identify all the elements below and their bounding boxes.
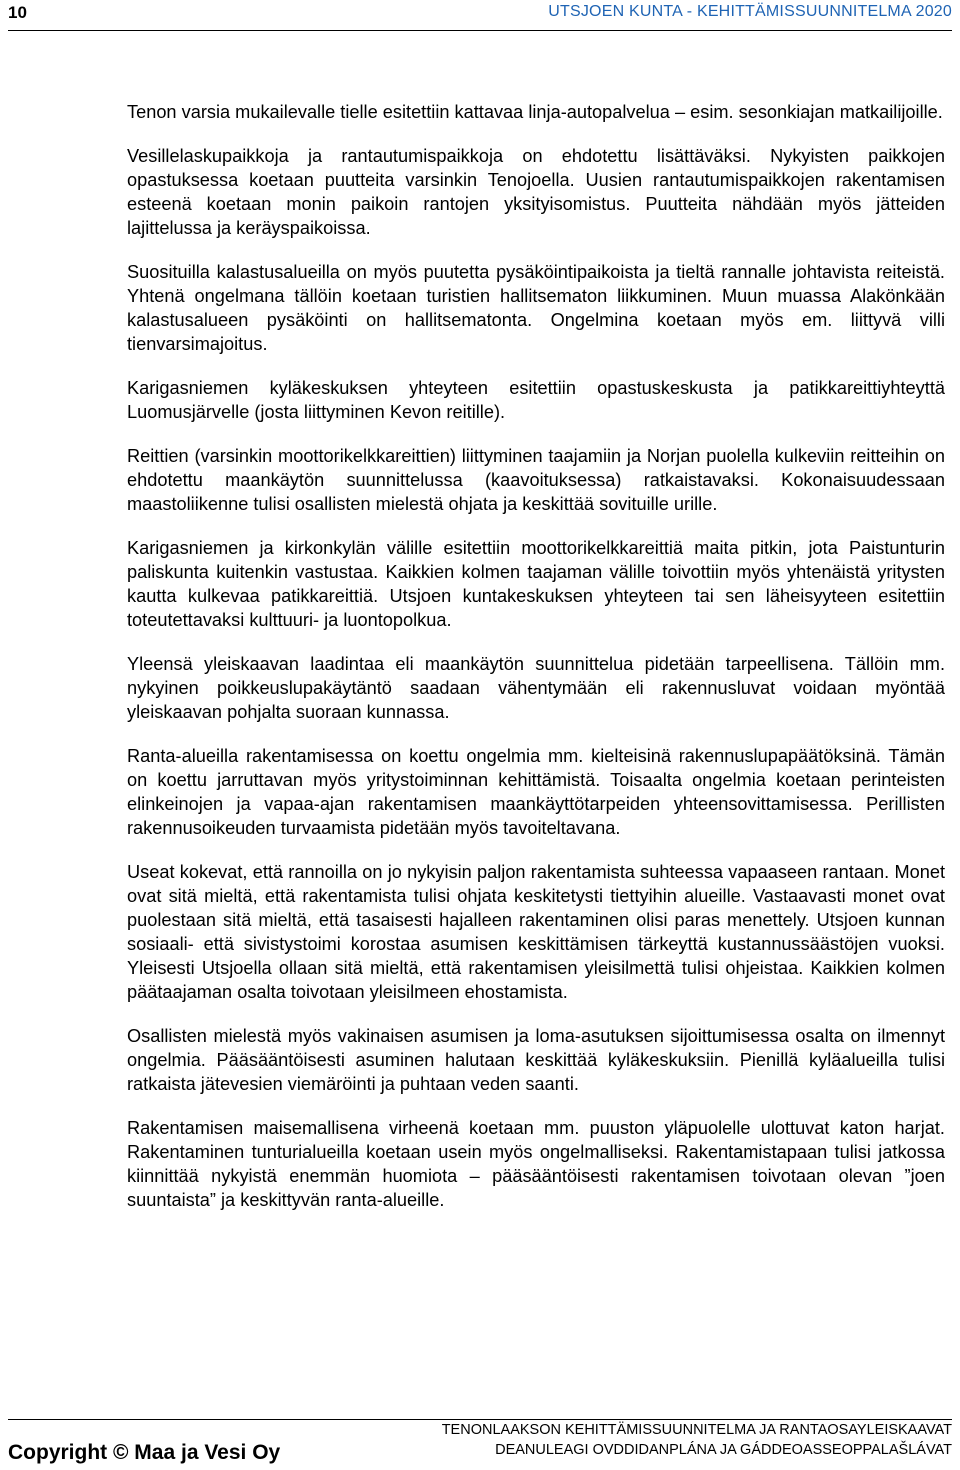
paragraph-11: Rakentamisen maisemallisena virheenä koetaan mm. puuston yläpuolelle ulottuvat katon harjat. Rakentaminen tunturialueilla koetaan usein myös ongelmalliseksi. Rakentamistapaan tulisi jatkossa kiinnittää nykyistä enemmän huomiota – pääsääntöisesti rakentamisen toivotaan olevan ”joen suuntaista” ja keskittyvän ranta-alueille.	[127, 1118, 945, 1210]
paragraph-5: Reittien (varsinkin moottorikelkkareittien) liittyminen taajamiin ja Norjan puolella kulkeviin reitteihin on ehdotettu maankäytön suunnittelussa (kaavoituksessa) ratkaistavaksi. Kokonaisuudessaan maastoliikenne tulisi osallisten mielestä ohjata ja keskittää sovituille urille.	[127, 446, 945, 514]
footer-title-sami: DEANULEAGI OVDDIDANPLÁNA JA GÁDDEOASSEOPPALAŠLÁVAT	[495, 1442, 952, 1458]
paragraph-9: Useat kokevat, että rannoilla on jo nykyisin paljon rakentamista suhteessa vapaaseen rantaan. Monet ovat sitä mieltä, että rakentamista tulisi ohjata keskitetysti tiettyihin alueille. Vastaavasti monet ovat puolestaan sitä mieltä, että tasaisesti hajalleen rakentaminen olisi paras menettely. Utsjoen kunnan sosiaali- että sivistystoimi korostaa asumisen keskittämisen tärkeyttä kustannussäästöjen vuoksi. Yleisesti Utsjoella ollaan sitä mieltä, että rakentamisen yleisilmettä tulisi ohjeistaa. Kaikkien kolmen päätaajaman osalta toivotaan yleisilmeen ehostamista.	[127, 862, 945, 1002]
page-number: 10	[8, 3, 27, 22]
body-text	[127, 100, 945, 1232]
paragraph-4: Karigasniemen kyläkeskuksen yhteyteen esitettiin opastuskeskusta ja patikkareittiyhteyttä Luomusjärvelle (josta liittyminen Kevon reitille).	[127, 378, 945, 422]
copyright-text: Copyright © Maa ja Vesi Oy	[8, 1441, 281, 1464]
paragraph-1: Tenon varsia mukailevalle tielle esitettiin kattavaa linja-autopalvelua – esim. sesonkiajan matkailijoille.	[127, 102, 943, 122]
paragraph-8: Ranta-alueilla rakentamisessa on koettu ongelmia mm. kielteisinä rakennuslupapäätöksinä. Tämän on koettu jarruttavan myös yritystoiminnan kehittämistä. Toisaalta ongelmia koetaan perinteisten elinkeinojen ja vapaa-ajan rakentamisen maankäyttötarpeiden yhteensovittamisessa. Perillisten rakennusoikeuden turvaamista pidetään myös tavoiteltavana.	[127, 746, 945, 838]
page-header	[8, 0, 952, 31]
footer-title-finnish: TENONLAAKSON KEHITTÄMISSUUNNITELMA JA RANTAOSAYLEISKAAVAT	[441, 1422, 952, 1438]
footer-titles	[442, 1420, 952, 1458]
paragraph-6: Karigasniemen ja kirkonkylän välille esitettiin moottorikelkkareittiä maita pitkin, jota Paistunturin paliskunta kuitenkin vastustaa. Kaikkien kolmen taajaman välille toivottiin myös yhtenäistä yritysten kautta kulkevaa patikkareittiä. Utsjoen kuntakeskuksen yhteyteen tai sen läheisyyteen esitettiin toteutettavaksi kulttuuri- ja luontopolkua.	[127, 538, 945, 630]
header-title: UTSJOEN KUNTA - KEHITTÄMISSUUNNITELMA 2020	[548, 3, 952, 20]
paragraph-7: Yleensä yleiskaavan laadintaa eli maankäytön suunnittelua pidetään tarpeellisena. Tällöin mm. nykyinen poikkeuslupakäytäntö saadaan vähentymään eli rakennusluvat voidaan myöntää yleiskaavan pohjalta suoraan kunnassa.	[127, 654, 945, 722]
paragraph-2: Vesillelaskupaikkoja ja rantautumispaikkoja on ehdotettu lisättäväksi. Nykyisten paikkojen opastuksessa koetaan puutteita varsinkin Tenojoella. Uusien rantautumispaikkojen rakentamisen esteenä koetaan monin paikoin rantojen yksityisomistus. Puutteita nähdään myös jätteiden lajittelussa ja keräyspaikoissa.	[127, 146, 945, 238]
page-footer	[8, 1419, 952, 1470]
paragraph-3: Suosituilla kalastusalueilla on myös puutetta pysäköintipaikoista ja tieltä rannalle johtavista reiteistä. Yhtenä ongelmana tällöin koetaan turistien hallitsematon liikkuminen. Muun muassa Alakönkään kalastusalueen pysäköinti on hallitsematonta. Ongelmina koetaan myös em. liittyvä villi tienvarsimajoitus.	[127, 262, 945, 354]
paragraph-10: Osallisten mielestä myös vakinaisen asumisen ja loma-asutuksen sijoittumisessa osalta on ilmennyt ongelmia. Pääsääntöisesti asuminen halutaan keskittää kyläkeskuksiin. Pienillä kyläalueilla tulisi ratkaista jätevesien viemäröinti ja puhtaan veden saanti.	[127, 1026, 945, 1094]
